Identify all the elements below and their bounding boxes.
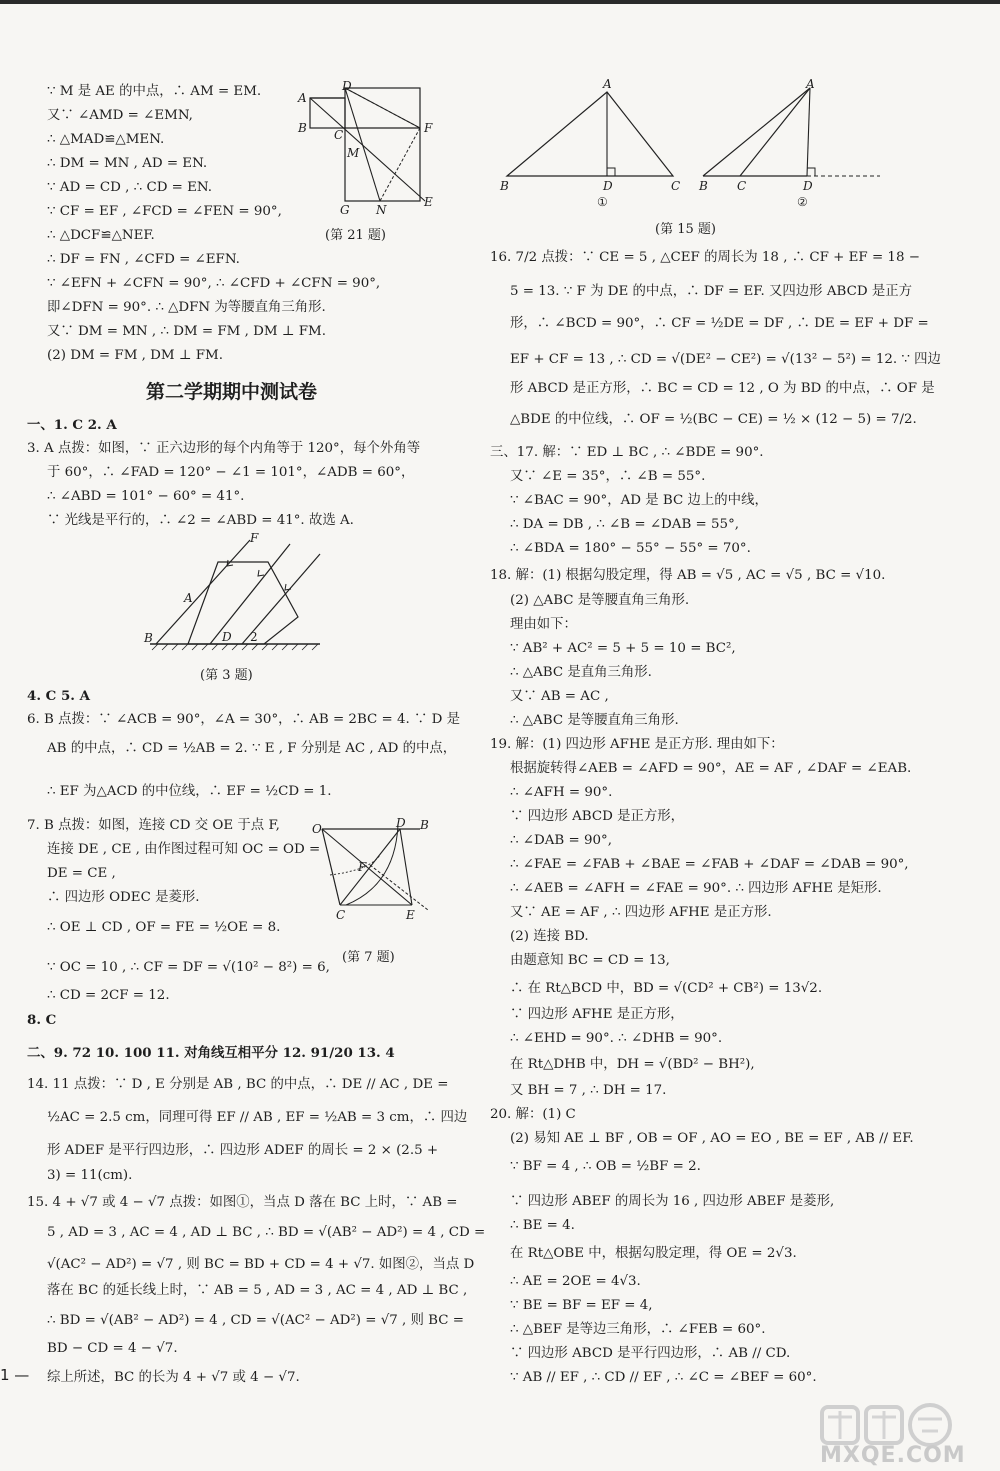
label-A: A xyxy=(184,591,193,605)
solution-line: 又∵ ∠AMD = ∠EMN, xyxy=(47,108,193,123)
solution-line: 又 BH = 7 , ∴ DH = 17. xyxy=(510,1083,667,1098)
label-A: A xyxy=(806,78,815,91)
label-figure-2: ② xyxy=(797,195,808,209)
solution-line: 又∵ DM = MN , ∴ DM = FM , DM ⊥ FM. xyxy=(47,324,326,339)
label-B: B xyxy=(144,631,153,645)
solution-line: 5 = 13. ∵ F 为 DE 的中点，∴ DF = EF. 又四边形 ABCD 是正方 xyxy=(510,284,912,299)
solution-line: 又∵ AB = AC , xyxy=(510,689,609,704)
label-B: B xyxy=(420,818,429,832)
solution-line: ∴ BE = 4. xyxy=(510,1218,575,1233)
solution-line: ∵ AB² + AC² = 5 + 5 = 10 = BC², xyxy=(510,641,736,656)
figure-21 xyxy=(290,80,440,240)
label-E: E xyxy=(424,195,433,209)
label-figure-1: ① xyxy=(597,195,608,209)
solution-line: EF + CF = 13 , ∴ CD = √(DE² − CE²) = √(13² − 5²) = 12. ∵ 四边 xyxy=(510,352,941,367)
solution-line: 又∵ AE = AF , ∴ 四边形 AFHE 是正方形. xyxy=(510,905,772,920)
solution-line: 14. 11 点拨：∵ D , E 分别是 AB , BC 的中点，∴ DE // AC , DE = xyxy=(27,1077,449,1092)
solution-line: 5 , AD = 3 , AC = 4 , AD ⊥ BC , ∴ BD = √(AB² − AD²) = 4 , CD = xyxy=(47,1225,486,1240)
label-D: D xyxy=(396,816,406,830)
figure-15 xyxy=(495,78,895,213)
label-B: B xyxy=(500,179,509,193)
label-A: A xyxy=(298,91,307,105)
label-D: D xyxy=(342,80,352,93)
solution-line: ∴ ∠DAB = 90°, xyxy=(510,833,612,848)
label-C: C xyxy=(334,128,344,142)
solution-line: ∴ EF 为△ACD 的中位线，∴ EF = ½CD = 1. xyxy=(47,784,332,799)
label-angle-2: 2 xyxy=(250,630,258,644)
solution-line: BD − CD = 4 − √7. xyxy=(47,1341,178,1356)
solution-line: ∴ ∠EHD = 90°. ∴ ∠DHB = 90°. xyxy=(510,1031,723,1046)
label-E: E xyxy=(406,908,415,922)
solution-line: 形 ABCD 是正方形，∴ BC = CD = 12 , O 为 BD 的中点，∴ OF 是 xyxy=(510,381,935,396)
solution-line: ∴ AE = 2OE = 4√3. xyxy=(510,1274,641,1289)
section-title: 第二学期期中测试卷 xyxy=(146,381,318,403)
solution-line: ∴ △ABC 是直角三角形. xyxy=(510,665,652,680)
solution-line: ∴ 在 Rt△BCD 中，BD = √(CD² + CB²) = 13√2. xyxy=(510,981,823,996)
solution-line: 由题意知 BC = CD = 13, xyxy=(510,953,670,968)
solution-line: ∴ DA = DB , ∴ ∠B = ∠DAB = 55°, xyxy=(510,517,740,532)
solution-line: ∵ 四边形 ABCD 是正方形， xyxy=(510,809,685,824)
figure-3 xyxy=(140,532,330,652)
label-F: F xyxy=(424,121,433,135)
solution-line: 形 ADEF 是平行四边形，∴ 四边形 ADEF 的周长 = 2 × (2.5 + xyxy=(47,1143,439,1158)
solution-line: 20. 解：(1) C xyxy=(490,1107,576,1122)
solution-line: ∴ ∠BDA = 180° − 55° − 55° = 70°. xyxy=(510,541,751,556)
answer-q4-5: 4. C 5. A xyxy=(27,688,90,704)
label-F: F xyxy=(250,532,259,545)
solution-line: ∴ CD = 2CF = 12. xyxy=(47,988,170,1003)
solution-line: ∴ △MAD≌△MEN. xyxy=(47,132,165,147)
label-D: D xyxy=(222,630,232,644)
figure-7 xyxy=(310,815,440,930)
label-C: C xyxy=(336,908,346,922)
solution-line: √(AC² − AD²) = √7 , 则 BC = BD + CD = 4 + √7. 如图②，当点 D xyxy=(47,1257,475,1272)
solution-line: ∵ 四边形 AFHE 是正方形， xyxy=(510,1007,684,1022)
solution-line: ∴ DF = FN , ∠CFD = ∠EFN. xyxy=(47,252,240,267)
solution-line: AB 的中点，∴ CD = ½AB = 2. ∵ E , F 分别是 AC , AD 的中点， xyxy=(47,741,457,756)
figure-15-caption: (第 15 题) xyxy=(655,222,716,237)
solution-line: 3) = 11(cm). xyxy=(47,1168,133,1183)
top-border xyxy=(0,0,1000,4)
label-O: O xyxy=(312,822,322,836)
solution-line: ∵ 光线是平行的，∴ ∠2 = ∠ABD = 41°. 故选 A. xyxy=(47,513,354,528)
solution-line: ∴ ∠AEB = ∠AFH = ∠FAE = 90°. ∴ 四边形 AFHE 是矩形. xyxy=(510,881,882,896)
solution-line: △BDE 的中位线，∴ OF = ½(BC − CE) = ½ × (12 − 5) = 7/2. xyxy=(510,412,917,427)
solution-line: ∴ OE ⊥ CD , OF = FE = ½OE = 8. xyxy=(47,920,281,935)
solution-line: ∵ BE = BF = EF = 4, xyxy=(510,1298,653,1313)
solution-line: 根据旋转得∠AEB = ∠AFD = 90°，AE = AF , ∠DAF = ∠EAB. xyxy=(510,761,912,776)
figure-7-caption: (第 7 题) xyxy=(342,950,395,965)
label-N: N xyxy=(376,203,387,217)
solution-line: ∵ OC = 10 , ∴ CF = DF = √(10² − 8²) = 6, xyxy=(47,960,330,975)
label-D: D xyxy=(603,179,613,193)
solution-line: (2) 易知 AE ⊥ BF , OB = OF , AO = EO , BE = EF , AB // EF. xyxy=(510,1131,914,1146)
solution-line: 在 Rt△OBE 中，根据勾股定理，得 OE = 2√3. xyxy=(510,1246,797,1261)
solution-line: ∵ ∠EFN + ∠CFN = 90°, ∴ ∠CFD + ∠CFN = 90°, xyxy=(47,276,381,291)
solution-line: ∴ BD = √(AB² − AD²) = 4 , CD = √(AC² − AD²) = √7 , 则 BC = xyxy=(47,1313,464,1328)
label-G: G xyxy=(340,203,350,217)
label-M: M xyxy=(347,146,360,160)
label-D: D xyxy=(803,179,813,193)
solution-line: ∴ DM = MN , AD = EN. xyxy=(47,156,208,171)
solution-line: ∴ △BEF 是等边三角形，∴ ∠FEB = 60°. xyxy=(510,1322,766,1337)
figure-3-caption: (第 3 题) xyxy=(200,668,253,683)
solution-line: 三、17. 解：∵ ED ⊥ BC , ∴ ∠BDE = 90°. xyxy=(490,445,764,460)
solution-line: ∴ ∠AFH = 90°. xyxy=(510,785,613,800)
solution-line: 理由如下： xyxy=(510,617,577,632)
solution-line: (2) DM = FM , DM ⊥ FM. xyxy=(47,348,223,363)
solution-line: ∴ △ABC 是等腰直角三角形. xyxy=(510,713,679,728)
label-B: B xyxy=(298,121,307,135)
solution-line: ∴ ∠ABD = 101° − 60° = 41°. xyxy=(47,489,245,504)
solution-line: 18. 解：(1) 根据勾股定理，得 AB = √5 , AC = √5 , BC = √10. xyxy=(490,568,886,583)
answer-q9-13: 二、9. 72 10. 100 11. 对角线互相平分 12. 91/20 13. 4 xyxy=(27,1045,395,1061)
solution-line: 综上所述，BC 的长为 4 + √7 或 4 − √7. xyxy=(47,1370,300,1385)
label-C: C xyxy=(671,179,681,193)
solution-line: 6. B 点拨：∵ ∠ACB = 90°，∠A = 30°，∴ AB = 2BC = 4. ∵ D 是 xyxy=(27,712,461,727)
solution-line: 落在 BC 的延长线上时，∵ AB = 5 , AD = 3 , AC = 4 , AD ⊥ BC , xyxy=(47,1283,468,1298)
solution-line: ∴ 四边形 ODEC 是菱形. xyxy=(47,890,200,905)
solution-line: 7. B 点拨：如图，连接 CD 交 OE 于点 F, xyxy=(27,818,280,833)
solution-line: 19. 解：(1) 四边形 AFHE 是正方形. 理由如下： xyxy=(490,737,784,752)
answer-q1-2: 一、1. C 2. A xyxy=(27,417,117,433)
solution-line: 15. 4 + √7 或 4 − √7 点拨：如图①，当点 D 落在 BC 上时，∵ AB = xyxy=(27,1195,458,1210)
figure-21-caption: (第 21 题) xyxy=(325,228,386,243)
solution-line: ∴ △DCF≌△NEF. xyxy=(47,228,155,243)
label-A: A xyxy=(603,78,612,91)
solution-line: ∵ ∠BAC = 90°，AD 是 BC 边上的中线， xyxy=(510,493,768,508)
solution-line: (2) 连接 BD. xyxy=(510,929,589,944)
solution-line: ∵ 四边形 ABEF 的周长为 16 , 四边形 ABEF 是菱形, xyxy=(510,1194,835,1209)
solution-line: 即∠DFN = 90°. ∴ △DFN 为等腰直角三角形. xyxy=(47,300,326,315)
solution-line: ∵ M 是 AE 的中点，∴ AM = EM. xyxy=(47,84,262,99)
solution-line: 又∵ ∠E = 35°，∴ ∠B = 55°. xyxy=(510,469,706,484)
solution-line: 16. 7/2 点拨：∵ CE = 5 , △CEF 的周长为 18 , ∴ CF + EF = 18 − xyxy=(490,250,920,265)
solution-line: ∵ BF = 4 , ∴ OB = ½BF = 2. xyxy=(510,1159,701,1174)
solution-line: ∵ AB // EF , ∴ CD // EF , ∴ ∠C = ∠BEF = 60°. xyxy=(510,1370,817,1385)
label-B: B xyxy=(699,179,708,193)
watermark-url: MXQE.COM xyxy=(820,1443,966,1468)
solution-line: (2) △ABC 是等腰直角三角形. xyxy=(510,593,690,608)
solution-line: 在 Rt△DHB 中，DH = √(BD² − BH²), xyxy=(510,1057,755,1072)
solution-line: 连接 DE , CE , 由作图过程可知 OC = OD = xyxy=(47,842,321,857)
label-F: F xyxy=(358,860,367,874)
solution-line: ½AC = 2.5 cm，同理可得 EF // AB , EF = ½AB = 3 cm，∴ 四边 xyxy=(47,1110,468,1125)
label-C: C xyxy=(737,179,747,193)
solution-line: ∴ ∠FAE = ∠FAB + ∠BAE = ∠FAB + ∠DAF = ∠DAB = 90°, xyxy=(510,857,909,872)
solution-line: 3. A 点拨：如图，∵ 正六边形的每个内角等于 120°，每个外角等 xyxy=(27,441,421,456)
solution-line: 于 60°，∴ ∠FAD = 120° − ∠1 = 101°，∠ADB = 60°， xyxy=(47,465,415,480)
solution-line: 形，∴ ∠BCD = 90°，∴ CF = ½DE = DF , ∴ DE = EF + DF = xyxy=(510,316,929,331)
page-number: 1 — xyxy=(0,1366,30,1384)
solution-line: ∵ 四边形 ABCD 是平行四边形，∴ AB // CD. xyxy=(510,1346,791,1361)
answer-q8: 8. C xyxy=(27,1012,57,1028)
solution-line: DE = CE , xyxy=(47,866,116,881)
solution-line: ∵ CF = EF , ∠FCD = ∠FEN = 90°, xyxy=(47,204,282,219)
solution-line: ∵ AD = CD , ∴ CD = EN. xyxy=(47,180,213,195)
